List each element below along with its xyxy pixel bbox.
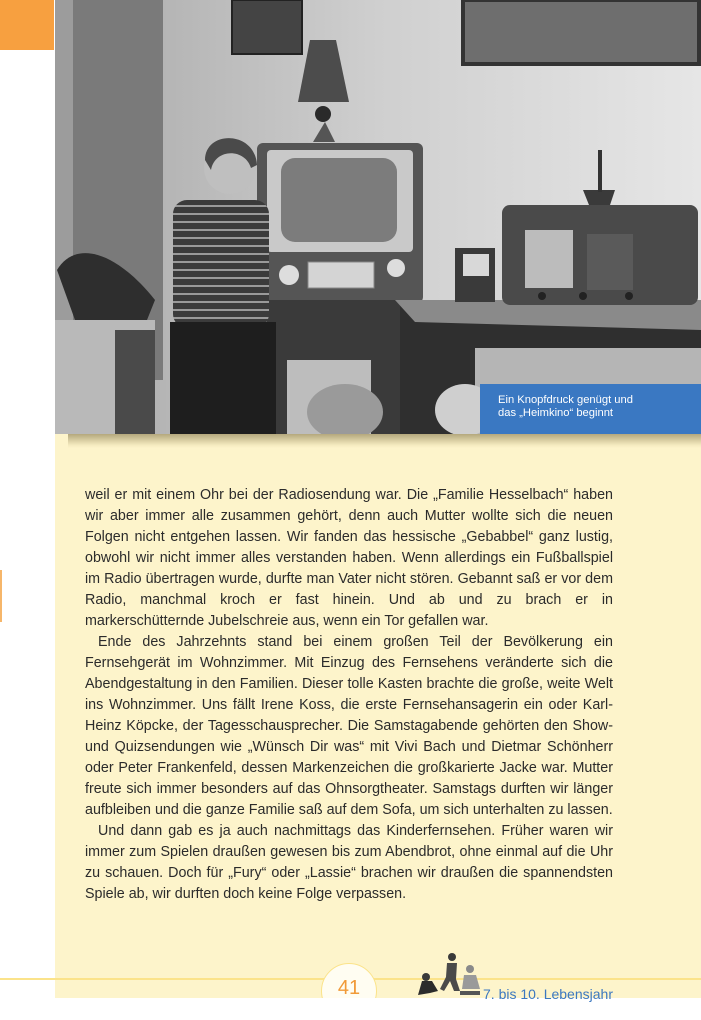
children-playing-icon [414, 951, 486, 999]
caption-line-1: Ein Knopfdruck genügt und [498, 394, 633, 406]
tv-room-photo [55, 0, 701, 434]
chapter-label: 7. bis 10. Lebensjahr [483, 986, 613, 1002]
paragraph: weil er mit einem Ohr bei der Radiosendung war. Die „Familie Hesselbach“ haben wir aber immer alle zusammen gehört, denn auch Mutter wollte sich die neuen Folgen nicht entgehen lassen. Wir fanden das hessische „Gebabbel“ ganz lustig, obwohl wir nicht immer alles verstanden haben. Wenn allerdings ein Fußballspiel im Radio übertragen wurde, durfte man Vater nicht stören. Gebannt saß er vor dem Radio, manchmal kroch er fast hinein. Und ab und zu brach er in markerschütternde Jubelschreie aus, wenn ein Tor gefallen war. [85, 487, 613, 629]
page-number: 41 [337, 977, 361, 999]
paragraph: Und dann gab es ja auch nachmittags das Kinderfernsehen. Früher waren wir immer zum Spielen draußen gewesen bis zum Abendbrot, ohne einmal auf die Uhr zu schauen. Doch für „Fury“ oder „Lassie“ brachen wir draußen die spannendsten Spiele ab, wir durften doch keine Folge verpassen. [85, 823, 613, 902]
photo-caption [480, 384, 701, 434]
body-text [85, 485, 613, 905]
footer-mask [300, 998, 400, 1020]
edge-marker [0, 570, 2, 622]
paragraph: Ende des Jahrzehnts stand bei einem großen Teil der Bevölkerung ein Fernsehgerät im Wohnzimmer. Mit Einzug des Fernsehens veränderte sich die Abendgestaltung in den Familien. Dieser tolle Kasten brachte die große, weite Welt ins Wohnzimmer. Uns fällt Irene Koss, die erste Fernsehansagerin ein oder Karl-Heinz Köpcke, der Tagesschausprecher. Die Samstagabende gehörten den Show- und Quizsendungen wie „Wünsch Dir was“ mit Vivi Bach und Dietmar Schönherr oder Peter Frankenfeld, dessen Markenzeichen die großkarierte Jacke war. Mutter freute sich immer besonders auf das Ohnsorgtheater. Samstags durften wir länger aufbleiben und die ganze Familie saß auf dem Sofa, um sich unterhalten zu lassen. [85, 634, 613, 818]
photo-shadow [68, 434, 701, 448]
caption-line-2: das „Heimkino“ beginnt [498, 407, 614, 419]
orange-corner-tab [0, 0, 54, 50]
